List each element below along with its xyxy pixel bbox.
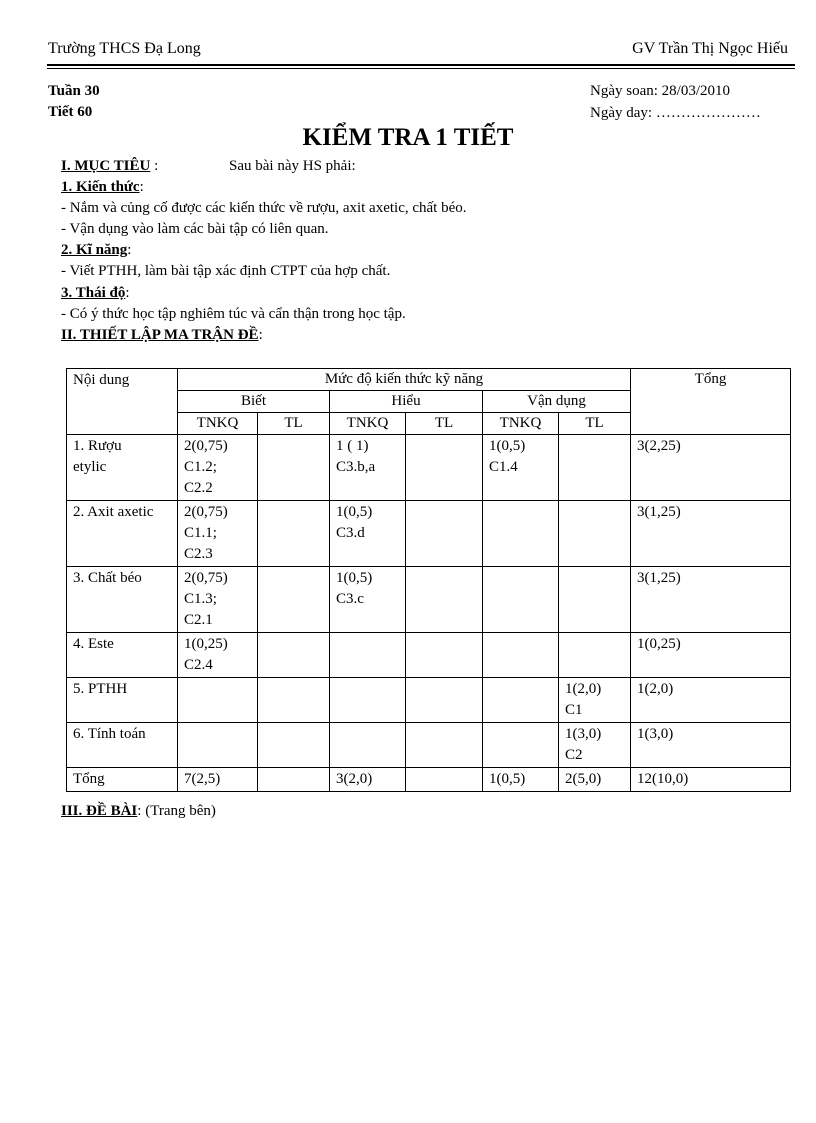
- matrix-cell: [559, 633, 631, 678]
- row-total: 3(1,25): [631, 567, 791, 633]
- objectives-heading: I. MỤC TIÊU: [61, 158, 151, 174]
- cell-line: 2(0,75): [184, 504, 228, 520]
- matrix-cell: [406, 633, 483, 678]
- attitude-heading: 3. Thái độ: [61, 285, 126, 301]
- cell-line: C2.2: [184, 480, 213, 496]
- matrix-cell: [406, 768, 483, 792]
- cell-line: C1.1;: [184, 525, 217, 541]
- page-title: KIỂM TRA 1 TIẾT: [302, 124, 514, 151]
- cell-line: 6. Tính toán: [73, 726, 146, 742]
- teacher-name: GV Trần Thị Ngọc Hiếu: [632, 40, 788, 57]
- matrix-cell: [178, 723, 258, 768]
- attitude-item: - Có ý thức học tập nghiêm túc và cẩn thận trong học tập.: [61, 306, 406, 322]
- level-know: Biết: [178, 391, 330, 413]
- cell-line: Tổng: [73, 771, 105, 787]
- table-row: [67, 768, 791, 792]
- cell-line: etylic: [73, 459, 107, 475]
- matrix-cell: [483, 567, 559, 633]
- row-total: 1(0,25): [631, 633, 791, 678]
- prepared-date: Ngày soan: 28/03/2010: [590, 83, 730, 99]
- matrix-cell: [178, 633, 258, 678]
- cell-line: C3.b,a: [336, 459, 376, 475]
- cell-line: 7(2,5): [184, 771, 221, 787]
- sub-header: TNKQ: [178, 413, 258, 435]
- exam-note: (Trang bên): [145, 803, 216, 819]
- matrix-cell: [258, 567, 330, 633]
- row-content-name: [67, 633, 178, 678]
- skills-line: 2. Kĩ năng:: [61, 242, 132, 258]
- matrix-cell: [330, 723, 406, 768]
- matrix-cell: [406, 723, 483, 768]
- table-row: [67, 501, 791, 567]
- teach-date: Ngày day: …………………: [590, 105, 761, 121]
- matrix-cell: [483, 768, 559, 792]
- header-rule-thin: [47, 68, 795, 69]
- matrix-cell: [559, 567, 631, 633]
- matrix-cell: [330, 567, 406, 633]
- row-content-name: [67, 501, 178, 567]
- sub-header: TL: [559, 413, 631, 435]
- skills-heading: 2. Kĩ năng: [61, 242, 128, 258]
- objectives-intro: Sau bài này HS phải:: [229, 158, 356, 174]
- matrix-cell: [330, 768, 406, 792]
- matrix-cell: [178, 567, 258, 633]
- cell-line: 1(0,5): [489, 438, 526, 454]
- cell-line: 2(0,75): [184, 570, 228, 586]
- level-apply: Vận dụng: [483, 391, 631, 413]
- cell-line: C1.3;: [184, 591, 217, 607]
- level-understand: Hiểu: [330, 391, 483, 413]
- cell-line: 1 ( 1): [336, 438, 369, 454]
- sub-header: TNKQ: [483, 413, 559, 435]
- matrix-cell: [258, 723, 330, 768]
- cell-line: 5. PTHH: [73, 681, 128, 697]
- cell-line: 1(0,5): [336, 570, 373, 586]
- cell-line: C1: [565, 702, 583, 718]
- matrix-cell: [406, 678, 483, 723]
- sub-header: TNKQ: [330, 413, 406, 435]
- knowledge-heading: 1. Kiến thức: [61, 179, 140, 195]
- row-total: 12(10,0): [631, 768, 791, 792]
- matrix-cell: [483, 435, 559, 501]
- cell-line: 1(3,0): [565, 726, 602, 742]
- row-total: 1(2,0): [631, 678, 791, 723]
- matrix-cell: [178, 435, 258, 501]
- objectives-line: I. MỤC TIÊU :: [61, 158, 159, 174]
- cell-line: C1.2;: [184, 459, 217, 475]
- exam-line: III. ĐỀ BÀI: (Trang bên): [61, 803, 216, 819]
- table-row: [67, 723, 791, 768]
- matrix-cell: [559, 723, 631, 768]
- cell-line: C2.4: [184, 657, 213, 673]
- cell-line: 1(0,25): [184, 636, 228, 652]
- header-total: Tổng: [631, 369, 791, 435]
- row-content-name: [67, 435, 178, 501]
- table-row: [67, 567, 791, 633]
- row-content-name: [67, 567, 178, 633]
- cell-line: 1(0,5): [336, 504, 373, 520]
- cell-line: 1(2,0): [565, 681, 602, 697]
- cell-line: 4. Este: [73, 636, 114, 652]
- matrix-cell: [178, 678, 258, 723]
- matrix-cell: [258, 501, 330, 567]
- row-total: 3(2,25): [631, 435, 791, 501]
- cell-line: 3. Chất béo: [73, 570, 142, 586]
- sub-header: TL: [406, 413, 483, 435]
- matrix-cell: [406, 567, 483, 633]
- knowledge-item: - Vận dụng vào làm các bài tập có liên quan.: [61, 221, 329, 237]
- cell-line: C2: [565, 747, 583, 763]
- exam-heading: III. ĐỀ BÀI: [61, 803, 138, 819]
- matrix-heading: II. THIẾT LẬP MA TRẬN ĐỀ: [61, 327, 259, 343]
- cell-line: 2(0,75): [184, 438, 228, 454]
- matrix-cell: [330, 501, 406, 567]
- knowledge-item: - Nắm và củng cố được các kiến thức về rượu, axit axetic, chất béo.: [61, 200, 467, 216]
- matrix-cell: [258, 768, 330, 792]
- matrix-cell: [330, 633, 406, 678]
- row-total: 1(3,0): [631, 723, 791, 768]
- sub-header: TL: [258, 413, 330, 435]
- matrix-cell: [330, 678, 406, 723]
- cell-line: C3.c: [336, 591, 364, 607]
- cell-line: C1.4: [489, 459, 518, 475]
- cell-line: 1(0,5): [489, 771, 526, 787]
- matrix-cell: [559, 678, 631, 723]
- matrix-cell: [178, 501, 258, 567]
- matrix-cell: [258, 435, 330, 501]
- cell-line: 1. Rượu: [73, 438, 122, 454]
- week-label: Tuần 30: [48, 83, 100, 99]
- school-name: Trường THCS Đạ Long: [48, 40, 201, 57]
- matrix-cell: [559, 768, 631, 792]
- row-content-name: [67, 723, 178, 768]
- header-content: Nội dung: [67, 369, 178, 435]
- cell-line: C3.d: [336, 525, 365, 541]
- matrix-cell: [406, 501, 483, 567]
- knowledge-line: 1. Kiến thức:: [61, 179, 144, 195]
- row-total: 3(1,25): [631, 501, 791, 567]
- matrix-cell: [559, 435, 631, 501]
- row-content-name: [67, 678, 178, 723]
- row-content-name: [67, 768, 178, 792]
- cell-line: 2. Axit axetic: [73, 504, 154, 520]
- header-rule: [47, 64, 795, 66]
- matrix-cell: [406, 435, 483, 501]
- matrix-cell: [483, 501, 559, 567]
- cell-line: C2.1: [184, 612, 213, 628]
- attitude-line: 3. Thái độ:: [61, 285, 130, 301]
- matrix-cell: [483, 678, 559, 723]
- header-level: Mức độ kiến thức kỹ năng: [178, 369, 631, 391]
- matrix-cell: [258, 633, 330, 678]
- period-label: Tiết 60: [48, 104, 93, 120]
- matrix-cell: [258, 678, 330, 723]
- matrix-cell: [178, 768, 258, 792]
- matrix-heading-line: II. THIẾT LẬP MA TRẬN ĐỀ:: [61, 327, 263, 343]
- cell-line: C2.3: [184, 546, 213, 562]
- table-row: [67, 678, 791, 723]
- table-row: [67, 633, 791, 678]
- matrix-cell: [483, 633, 559, 678]
- cell-line: 2(5,0): [565, 771, 602, 787]
- matrix-cell: [330, 435, 406, 501]
- matrix-cell: [483, 723, 559, 768]
- matrix-cell: [559, 501, 631, 567]
- cell-line: 3(2,0): [336, 771, 373, 787]
- table-row: [67, 435, 791, 501]
- knowledge-matrix-table: [66, 368, 791, 792]
- skills-item: - Viết PTHH, làm bài tập xác định CTPT của hợp chất.: [61, 263, 391, 279]
